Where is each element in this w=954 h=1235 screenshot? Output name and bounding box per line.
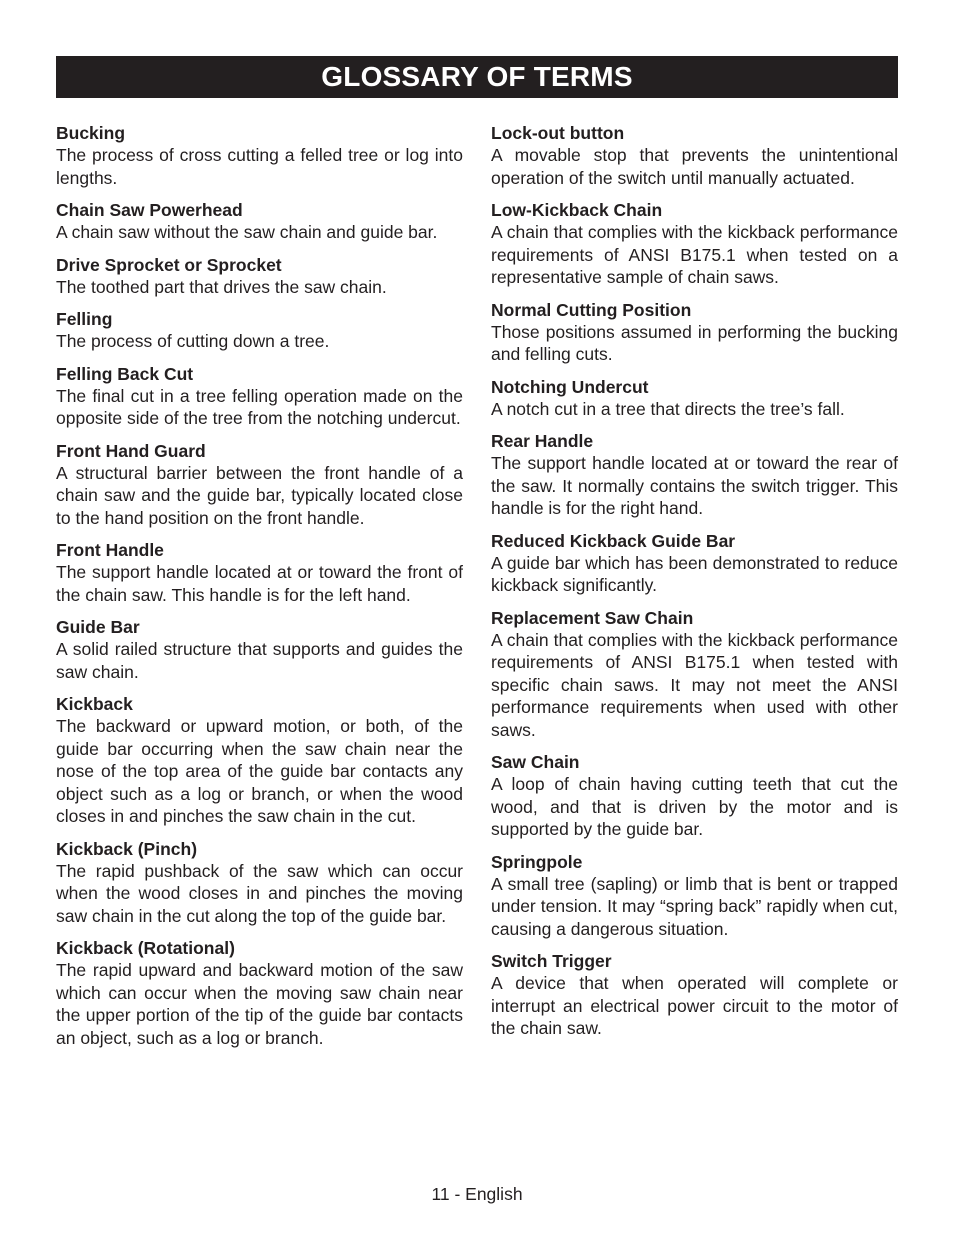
term-definition: The toothed part that drives the saw chain. bbox=[56, 276, 387, 297]
glossary-entry-kickback-rotational bbox=[56, 937, 463, 1049]
glossary-entry-switch-trigger bbox=[491, 950, 898, 1040]
glossary-entry-kickback bbox=[56, 693, 463, 828]
term-definition: The support handle located at or toward the rear of the saw. It normally contains the switch trigger. This handle is for the right hand. bbox=[491, 453, 898, 518]
term-title: Felling bbox=[56, 309, 113, 329]
term-title: Guide Bar bbox=[56, 617, 140, 637]
page-number: 11 - English bbox=[431, 1184, 523, 1204]
glossary-entry-felling bbox=[56, 308, 463, 353]
term-title: Front Handle bbox=[56, 540, 164, 560]
glossary-entry-saw-chain bbox=[491, 751, 898, 841]
glossary-entry-front-hand-guard bbox=[56, 440, 463, 530]
glossary-entry-notching-undercut bbox=[491, 376, 898, 421]
glossary-entry-bucking bbox=[56, 122, 463, 189]
term-title: Chain Saw Powerhead bbox=[56, 200, 243, 220]
term-title: Low-Kickback Chain bbox=[491, 200, 663, 220]
term-definition: A chain that complies with the kickback performance requirements of ANSI B175.1 when tested on a representative sample of chain saws. bbox=[491, 222, 898, 287]
glossary-entry-kickback-pinch bbox=[56, 838, 463, 928]
term-definition: The final cut in a tree felling operation made on the opposite side of the tree from the notching undercut. bbox=[56, 385, 463, 428]
glossary-entry-springpole bbox=[491, 851, 898, 941]
glossary-entry-replacement-saw-chain bbox=[491, 607, 898, 742]
term-definition: A loop of chain having cutting teeth that cut the wood, and that is driven by the motor and is supported by the guide bar. bbox=[491, 774, 898, 839]
term-title: Lock-out button bbox=[491, 123, 625, 143]
term-title: Normal Cutting Position bbox=[491, 299, 692, 320]
term-title: Rear Handle bbox=[491, 431, 594, 451]
glossary-entry-rear-handle bbox=[491, 430, 898, 520]
glossary-entry-lock-out-button bbox=[491, 122, 898, 189]
term-definition: A guide bar which has been demonstrated to reduce kickback significantly. bbox=[491, 552, 898, 595]
glossary-entry-low-kickback-chain bbox=[491, 199, 898, 289]
term-definition: A small tree (sapling) or limb that is bent or trapped under tension. It may “spring back” rapidly when cut, causing a dangerous situation. bbox=[491, 873, 898, 939]
term-title: Drive Sprocket or Sprocket bbox=[56, 254, 282, 275]
term-definition: Those positions assumed in performing the bucking and felling cuts. bbox=[491, 321, 898, 364]
term-definition: A chain saw without the saw chain and guide bar. bbox=[56, 222, 438, 242]
term-definition: A solid railed structure that supports and guides the saw chain. bbox=[56, 639, 463, 682]
term-title: Felling Back Cut bbox=[56, 363, 194, 384]
glossary-right-column bbox=[491, 122, 898, 1050]
term-definition: The rapid upward and backward motion of the saw which can occur when the moving saw chain near the upper portion of the tip of the guide bar contacts an object, such as a log or branch. bbox=[56, 960, 463, 1048]
term-title: Notching Undercut bbox=[491, 376, 649, 397]
term-definition: The backward or upward motion, or both, of the guide bar occurring when the saw chain near the nose of the top area of the guide bar contacts any object such as a log or branch, or when the wood closes in and pinches the saw chain in the cut. bbox=[56, 716, 463, 826]
term-title: Replacement Saw Chain bbox=[491, 607, 694, 628]
term-title: Kickback (Pinch) bbox=[56, 838, 198, 859]
term-definition: A chain that complies with the kickback performance requirements of ANSI B175.1 when tested with specific chain saws. It may not meet the ANSI performance requirements when used with other saws. bbox=[491, 629, 898, 740]
term-title: Front Hand Guard bbox=[56, 440, 206, 461]
term-definition: A movable stop that prevents the unintentional operation of the switch until manually actuated. bbox=[491, 145, 898, 188]
term-definition: The process of cross cutting a felled tree or log into lengths. bbox=[56, 145, 463, 188]
glossary-entry-guide-bar bbox=[56, 616, 463, 683]
glossary-entry-front-handle bbox=[56, 539, 463, 606]
page-title: GLOSSARY OF TERMS bbox=[56, 56, 898, 98]
term-definition: The support handle located at or toward the front of the chain saw. This handle is for the left hand. bbox=[56, 562, 463, 605]
glossary-entry-reduced-kickback-guide-bar bbox=[491, 530, 898, 597]
term-title: Switch Trigger bbox=[491, 951, 612, 971]
term-title: Saw Chain bbox=[491, 752, 580, 772]
term-title: Springpole bbox=[491, 851, 583, 872]
term-title: Bucking bbox=[56, 123, 126, 143]
glossary-entry-normal-cutting-position bbox=[491, 299, 898, 366]
term-title: Kickback bbox=[56, 694, 133, 714]
term-definition: A device that when operated will complete or interrupt an electrical power circuit to the motor of the chain saw. bbox=[491, 973, 898, 1038]
term-definition: A notch cut in a tree that directs the tree’s fall. bbox=[491, 398, 845, 419]
term-definition: The rapid pushback of the saw which can occur when the wood closes in and pinches the moving saw chain in the cut along the top of the guide bar. bbox=[56, 860, 463, 926]
glossary-entry-chain-saw-powerhead bbox=[56, 199, 463, 244]
term-definition: The process of cutting down a tree. bbox=[56, 331, 330, 351]
glossary-left-column bbox=[56, 122, 463, 1059]
term-definition: A structural barrier between the front handle of a chain saw and the guide bar, typically located close to the hand position on the front handle. bbox=[56, 462, 463, 528]
term-title: Kickback (Rotational) bbox=[56, 938, 235, 958]
term-title: Reduced Kickback Guide Bar bbox=[491, 530, 736, 551]
glossary-entry-drive-sprocket bbox=[56, 254, 463, 299]
glossary-entry-felling-back-cut bbox=[56, 363, 463, 430]
